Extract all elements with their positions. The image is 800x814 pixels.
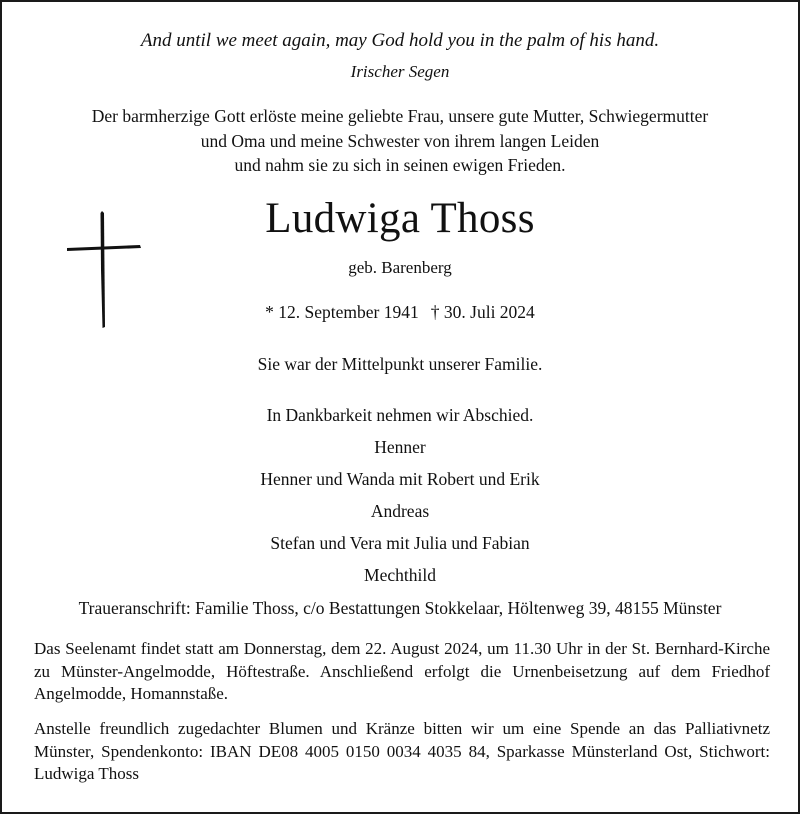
farewell-line: In Dankbarkeit nehmen wir Abschied. xyxy=(266,405,534,425)
mourner: Mechthild xyxy=(364,565,436,585)
intro-text xyxy=(2,104,798,178)
mourner: Stefan und Vera mit Julia und Fabian xyxy=(270,533,530,553)
mourner: Henner und Wanda mit Robert und Erik xyxy=(260,469,540,489)
birth-date: * 12. September 1941 xyxy=(265,302,419,322)
intro-line: Der barmherzige Gott erlöste meine geliebte Frau, unsere gute Mutter, Schwiegermutter xyxy=(91,106,709,126)
intro-line: und Oma und meine Schwester von ihrem langen Leiden xyxy=(200,130,600,151)
quote-source: Irischer Segen xyxy=(350,62,450,81)
mourning-address: Traueranschrift: Familie Thoss, c/o Bestattungen Stokkelaar, Höltenweg 39, 48155 Münster xyxy=(78,598,722,618)
death-date: † 30. Juli 2024 xyxy=(430,302,535,322)
intro-line: und nahm sie zu sich in seinen ewigen Frieden. xyxy=(234,155,566,175)
mourners-list xyxy=(2,404,798,596)
deceased-name: Ludwiga Thoss xyxy=(265,195,535,242)
birth-name: geb. Barenberg xyxy=(348,258,452,277)
mourner: Henner xyxy=(374,437,426,457)
service-paragraph: Das Seelenamt findet statt am Donnerstag, dem 22. August 2024, um 11.30 Uhr in der St. Bernhard-Kirche zu Münster-Angelmodde, Höftestraße. Anschließend erfolgt die Urnenbeisetzung auf dem Friedhof Angelmodde, Homannstaße. xyxy=(34,639,770,703)
quote: And until we meet again, may God hold you in the palm of his hand. xyxy=(140,30,660,51)
mourner: Andreas xyxy=(370,501,430,521)
motto: Sie war der Mittelpunkt unserer Familie. xyxy=(257,354,543,374)
life-dates xyxy=(2,302,798,323)
donation-paragraph: Anstelle freundlich zugedachter Blumen und Kränze bitten wir um eine Spende an das Palliativnetz Münster, Spendenkonto: IBAN DE08 4005 0150 0034 4035 84, Sparkasse Münsterland Ost, Stichwort: Ludwiga Thoss xyxy=(34,719,770,783)
